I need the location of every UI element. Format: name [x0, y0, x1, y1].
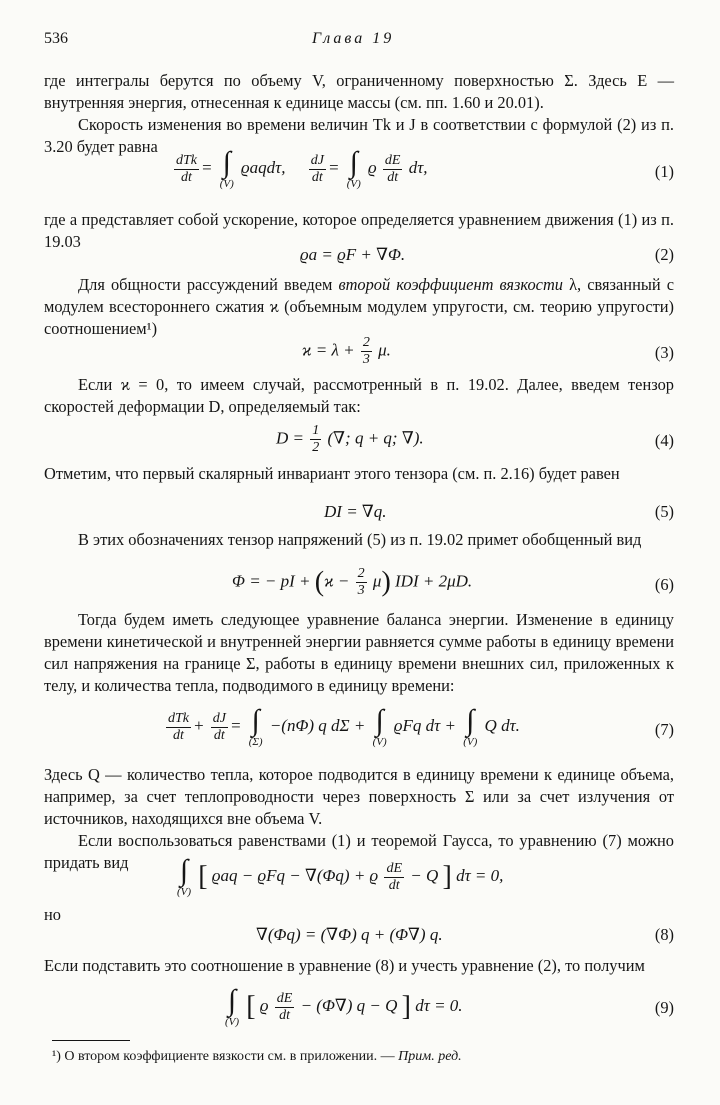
fraction: $\frac{\text{dTk}}{dt}$	[168, 710, 189, 743]
integral-symbol: ∫ (V)	[463, 704, 478, 748]
paragraph-4	[44, 274, 674, 340]
fraction: $\frac{dJ}{dt}$	[212, 710, 226, 743]
fraction: $\frac{2}{3}$	[362, 335, 370, 367]
footnote	[52, 1047, 672, 1067]
integral-symbol: ∫ (V)	[225, 984, 240, 1028]
equation-number: (6)	[654, 575, 674, 594]
paragraph-7	[44, 529, 674, 551]
equation-body: ∇(Φq) = (∇Φ) q + (Φ∇) q.	[256, 925, 443, 944]
equation-integral	[44, 856, 674, 910]
paragraph-text: где интегралы берутся по объему V, ограниченному поверхностью Σ. Здесь E — внутренняя энергия, отнесенная к единице массы (см. пп. 1.60 и 20.01).	[44, 71, 674, 112]
paragraph-text: Если воспользоваться равенствами (1) и теоремой Гаусса, то уравнению (7) можно придать вид	[44, 831, 674, 872]
footnote-text: О втором коэффициенте вязкости см. в приложении. —	[64, 1049, 395, 1064]
equation-number: (7)	[654, 720, 674, 739]
paragraph-text: но	[44, 905, 61, 924]
equation-number: (2)	[654, 245, 674, 264]
paragraph-8	[44, 609, 674, 697]
equation-5	[44, 502, 674, 526]
paragraph-text: Если ϰ = 0, то имеем случай, рассмотренный в п. 19.02. Далее, введем тензор скоростей деформации D, определяемый так:	[44, 375, 674, 416]
paragraph-text: Для общности рассуждений введем второй коэффициент вязкости λ, связанный с модулем всестороннего сжатия ϰ (объемным модулем упругости, см. теорию упругости) соотношением¹)	[44, 275, 674, 338]
equation-number: (1)	[654, 162, 674, 181]
page-number: 536	[44, 30, 68, 47]
equation-2	[44, 245, 674, 269]
paragraph-text: Скорость изменения во времени величин Tk и J в соответствии с формулой (2) из п. 3.20 будет равна	[44, 115, 674, 156]
equation-body: ∫ (V) [ ϱ $\frac{dE}{dt}$ − (Φ∇) q − Q ] dτ = 0.	[225, 984, 463, 1028]
paragraph-text: Тогда будем иметь следующее уравнение баланса энергии. Изменение в единицу времени кинетической и внутренней энергии равняется сумме работы в единицу времени сил напряжения на границе Σ, работы в единицу времени внешних сил, приложенных к телу, и количества тепла, подводимого в единицу времени:	[44, 610, 674, 695]
equation-3	[44, 335, 674, 369]
equation-7	[44, 706, 674, 758]
equation-body: ϱa = ϱF + ∇Φ.	[300, 245, 406, 264]
paragraph-text: где a представляет собой ускорение, которое определяется уравнением движения (1) из п. 19.03	[44, 210, 674, 251]
chapter-title: Глава 19	[312, 30, 395, 47]
equation-body: D = $\frac{1}{2}$ (∇; q + q; ∇).	[276, 423, 424, 455]
fraction: $\frac{\text{dTk}}{dt}$	[176, 152, 197, 185]
equation-1	[44, 148, 674, 198]
integral-symbol: ∫ (V)	[219, 146, 234, 190]
paragraph-text: Здесь Q — количество тепла, которое подводится в единицу времени к единице объема, например, за счет теплопроводности через поверхность Σ или за счет излучения от источников, находящихся вне объема V.	[44, 765, 674, 828]
equation-number: (4)	[654, 431, 674, 450]
paragraph-6	[44, 463, 674, 485]
equation-number: (3)	[654, 343, 674, 362]
fraction: $\frac{1}{2}$	[312, 423, 320, 455]
paragraph-11	[44, 904, 674, 926]
integral-symbol: ∫ (V)	[177, 854, 192, 898]
paragraph-1	[44, 70, 674, 158]
equation-number: (9)	[654, 998, 674, 1017]
equation-body: $\frac{\text{dTk}}{dt}$ + $\frac{dJ}{dt}$ = ∫ (Σ) −(nΦ) q dΣ + ∫ (V) ϱFq dτ + ∫ (V) Q dτ.	[168, 704, 520, 748]
equation-body: $\frac{\text{dTk}}{dt}$ = ∫ (V) ϱaqdτ, $\frac{dJ}{dt}$ = ∫ (V) ϱ $\frac{dE}{dt}$ dτ,	[176, 146, 428, 190]
fraction: $\frac{dE}{dt}$	[386, 860, 402, 893]
paragraph-12	[44, 955, 674, 977]
fraction: $\frac{dE}{dt}$	[276, 990, 293, 1023]
footnote-editor-note: Прим. ред.	[398, 1049, 462, 1064]
integral-symbol: ∫ (V)	[372, 704, 387, 748]
paragraph-text: Если подставить это соотношение в уравнение (8) и учесть уравнение (2), то получим	[44, 956, 645, 975]
equation-number: (5)	[654, 502, 674, 521]
equation-body: DI = ∇q.	[324, 502, 387, 521]
equation-8	[44, 925, 674, 949]
equation-body: ϰ = λ + $\frac{2}{3}$ μ.	[302, 335, 391, 367]
integral-symbol: ∫ (V)	[346, 146, 361, 190]
footnote-rule	[52, 1040, 130, 1041]
footnote-mark: ¹)	[52, 1049, 61, 1064]
page-header	[44, 30, 674, 54]
equation-number: (8)	[654, 925, 674, 944]
paragraph-text: Отметим, что первый скалярный инвариант этого тензора (см. п. 2.16) будет равен	[44, 464, 620, 483]
equation-4	[44, 423, 674, 457]
fraction: $\frac{dE}{dt}$	[384, 152, 401, 185]
equation-body: Φ = − pI + (ϰ − $\frac{2}{3}$ μ) IDI + 2μD.	[232, 566, 473, 598]
fraction: $\frac{dJ}{dt}$	[310, 152, 324, 185]
equation-body: ∫ (V) [ ϱaq − ϱFq − ∇(Φq) + ϱ $\frac{dE}{dt}$ − Q ] dτ = 0,	[177, 854, 504, 898]
equation-6	[44, 566, 674, 602]
integral-symbol: ∫ (Σ)	[248, 704, 263, 748]
equation-9	[44, 986, 674, 1038]
paragraph-5	[44, 374, 674, 418]
fraction: $\frac{2}{3}$	[357, 566, 365, 598]
paragraph-text: В этих обозначениях тензор напряжений (5) из п. 19.02 примет обобщенный вид	[78, 530, 642, 549]
